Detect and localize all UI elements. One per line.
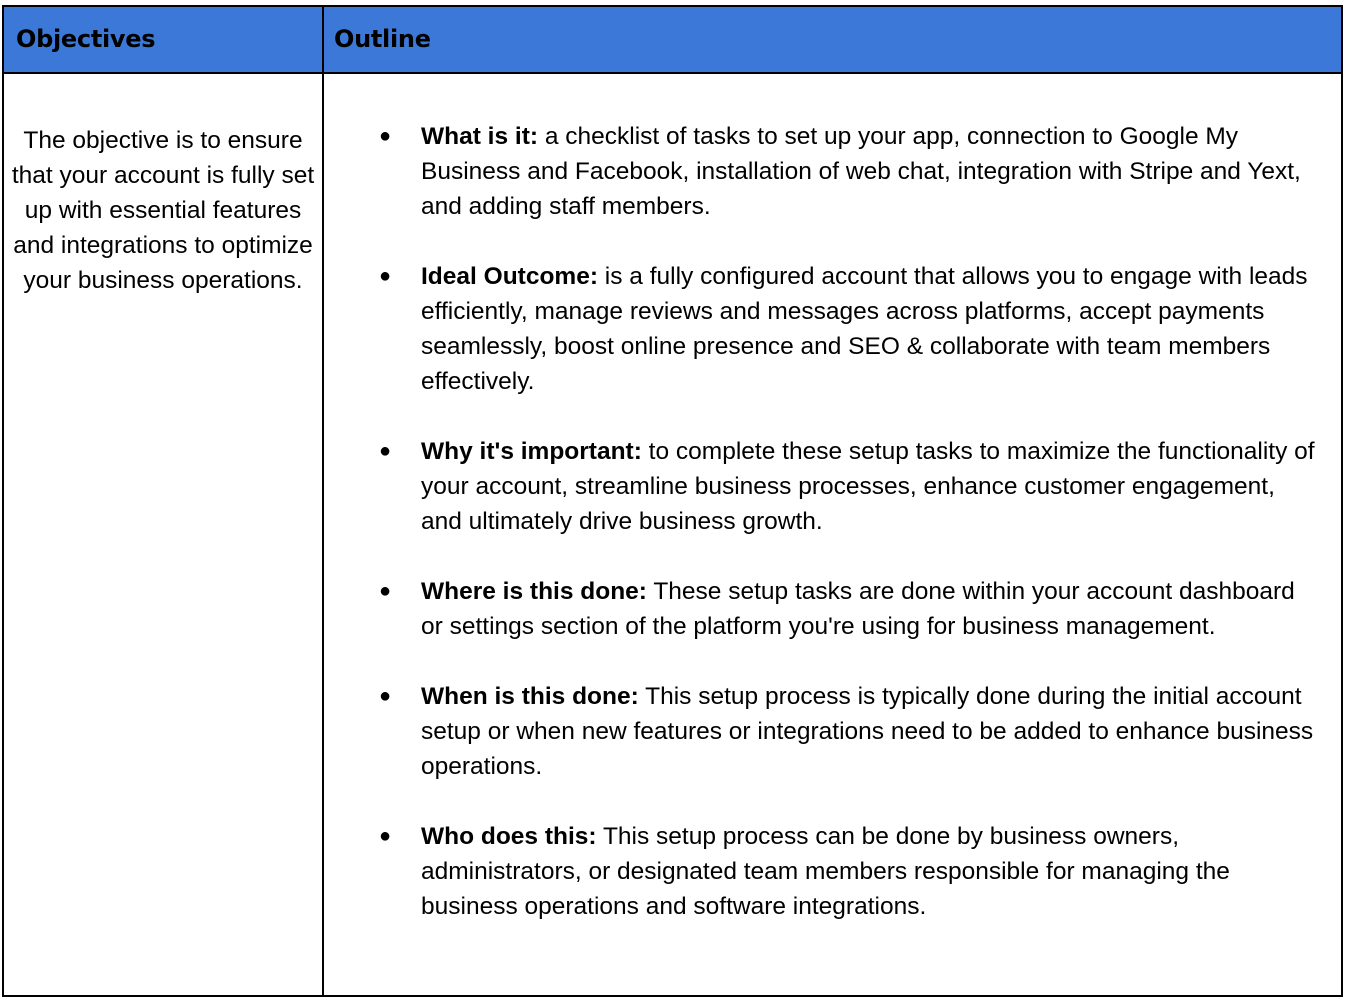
header-objectives: Objectives — [16, 25, 156, 53]
bullet-icon: ● — [379, 265, 392, 287]
header-outline: Outline — [334, 25, 431, 53]
outline-item-label: What is it: — [421, 123, 539, 150]
bullet-icon: ● — [379, 580, 392, 602]
outline-item-label: Ideal Outcome: — [421, 263, 598, 290]
objectives-outline-table — [2, 5, 1343, 997]
outline-item-what — [324, 119, 1321, 224]
outline-list — [324, 119, 1321, 924]
bullet-icon: ● — [379, 125, 392, 147]
outline-item-where — [324, 574, 1321, 644]
outline-item-text: a checklist of tasks to set up your app, connection to Google My Business and Facebook, installation of web chat, integration with Stripe and Yext, and adding staff members. — [421, 123, 1301, 220]
bullet-icon: ● — [379, 685, 392, 707]
outline-item-text: This setup process can be done by business owners, administrators, or designated team members responsible for managing the business operations and software integrations. — [421, 823, 1230, 920]
outline-item-text: is a fully configured account that allows you to engage with leads efficiently, manage reviews and messages across platforms, accept payments seamlessly, boost online presence and SEO & collaborate with team members effectively. — [421, 263, 1308, 395]
outline-item-why — [324, 434, 1321, 539]
objectives-text: The objective is to ensure that your account is fully set up with essential features and integrations to optimize your business operations. — [11, 127, 315, 294]
outline-item-label: When is this done: — [421, 683, 639, 710]
outline-item-who — [324, 819, 1321, 924]
bullet-icon: ● — [379, 825, 392, 847]
table-header-row — [4, 7, 1341, 74]
outline-item-label: Who does this: — [421, 823, 597, 850]
outline-item-label: Why it's important: — [421, 438, 642, 465]
outline-item-text: This setup process is typically done during the initial account setup or when new features or integrations need to be added to enhance business operations. — [421, 683, 1314, 780]
outline-item-text: These setup tasks are done within your account dashboard or settings section of the platform you're using for business management. — [421, 578, 1295, 640]
outline-item-ideal-outcome — [324, 259, 1321, 399]
outline-item-text: to complete these setup tasks to maximize the functionality of your account, streamline business processes, enhance customer engagement, and ultimately drive business growth. — [421, 438, 1315, 535]
outline-cell — [324, 74, 1341, 959]
outline-item-when — [324, 679, 1321, 784]
objectives-cell — [4, 74, 322, 298]
bullet-icon: ● — [379, 440, 392, 462]
outline-item-label: Where is this done: — [421, 578, 647, 605]
